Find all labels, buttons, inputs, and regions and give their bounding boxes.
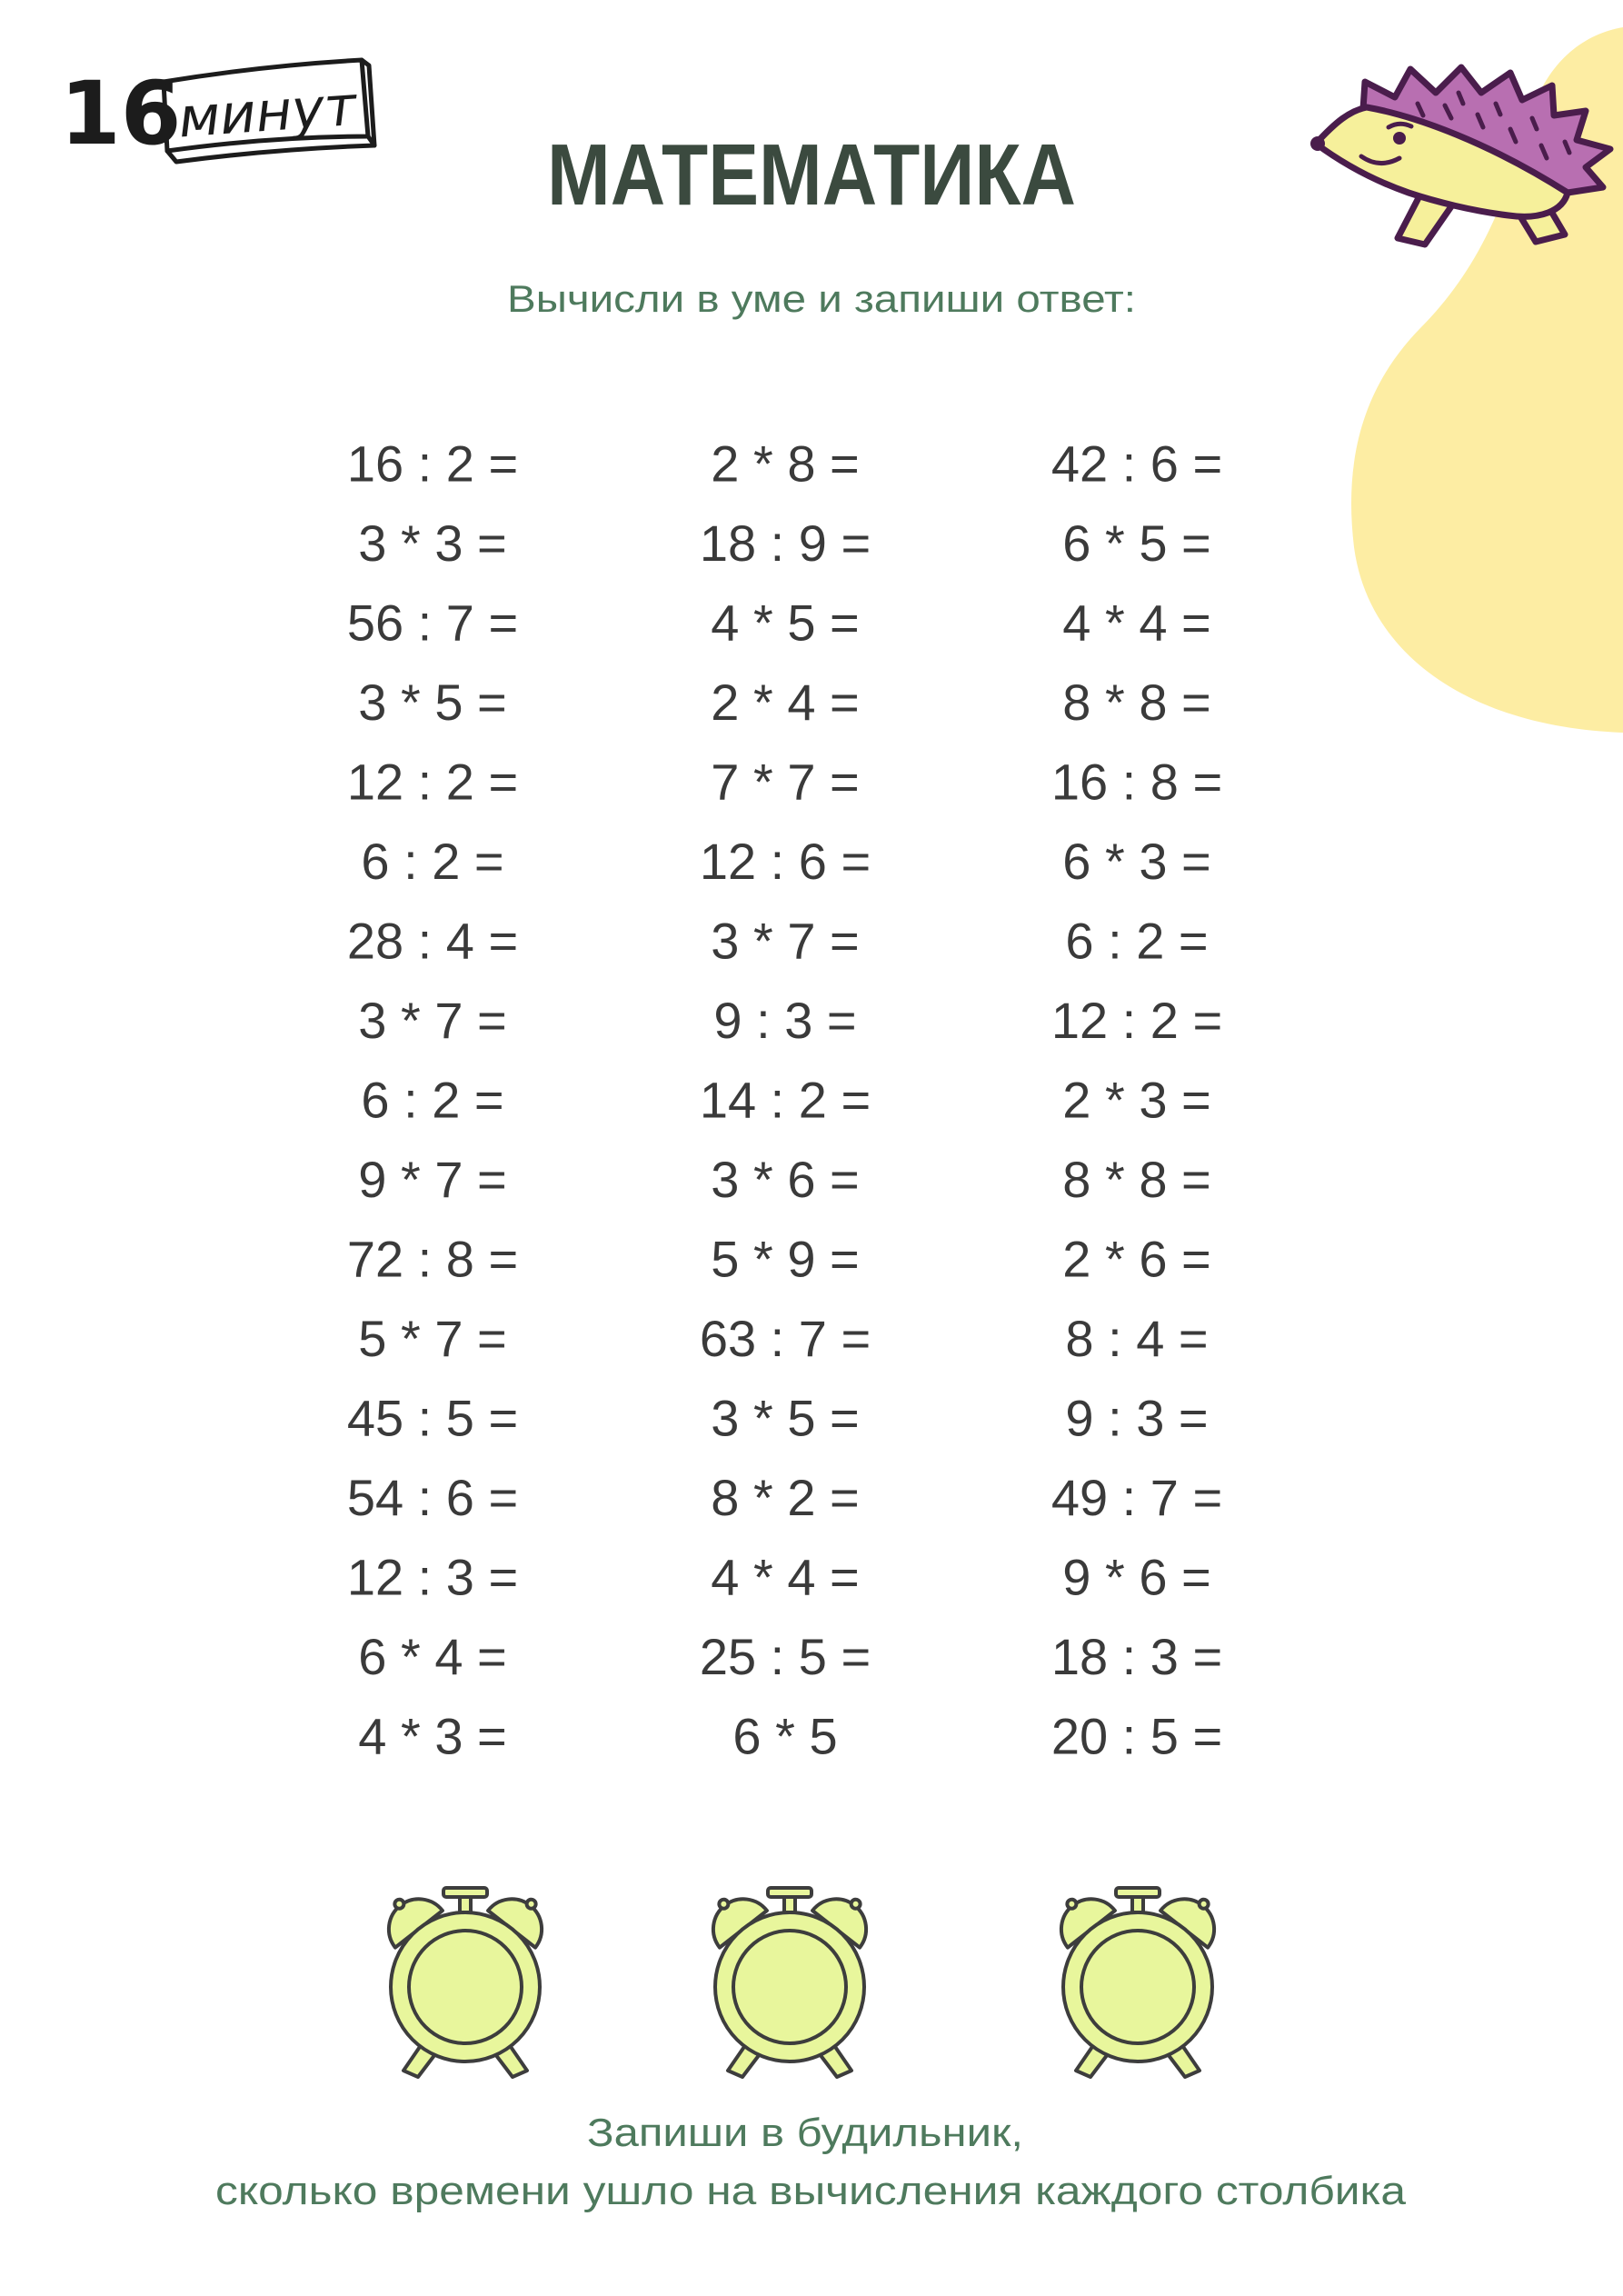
- problem-column-1: [347, 435, 518, 1765]
- math-problem: 8 * 2 =: [711, 1469, 860, 1526]
- math-problem: 20 : 5 =: [1050, 1707, 1223, 1765]
- math-problem: 6 * 5: [732, 1707, 838, 1765]
- math-problem: 14 : 2 =: [699, 1071, 871, 1129]
- problem-column-3: [1051, 435, 1222, 1765]
- math-problem: 3 * 7 =: [711, 912, 860, 970]
- math-problem: 6 * 3 =: [1062, 833, 1211, 890]
- math-problem: 16 : 2 =: [346, 434, 519, 493]
- math-problem: 3 * 6 =: [711, 1151, 860, 1208]
- math-problem: 3 * 3 =: [358, 514, 507, 572]
- math-problem: 4 * 4 =: [711, 1548, 860, 1606]
- math-problem: 3 * 5 =: [358, 674, 507, 731]
- page-title: МАТЕМАТИКА: [547, 126, 1076, 224]
- math-problem: 56 : 7 =: [346, 594, 519, 652]
- math-problem: 12 : 6 =: [699, 833, 871, 890]
- math-problem: 6 * 4 =: [358, 1628, 507, 1685]
- math-problem: 6 : 2 =: [361, 833, 504, 890]
- math-problem: 28 : 4 =: [346, 912, 519, 970]
- math-problem: 6 : 2 =: [361, 1071, 504, 1129]
- logo: [60, 60, 374, 165]
- math-problem: 6 : 2 =: [1065, 912, 1209, 970]
- alarm-clocks: [373, 1882, 1230, 2077]
- math-problem: 63 : 7 =: [699, 1310, 871, 1367]
- math-problem: 6 * 5 =: [1062, 514, 1211, 572]
- math-problem: 2 * 8 =: [711, 434, 860, 493]
- math-problem: 8 * 8 =: [1062, 674, 1211, 731]
- math-problem: 5 * 9 =: [711, 1230, 860, 1288]
- problem-column-2: [700, 435, 871, 1765]
- footer-line-2: сколько времени ушло на вычисления каждого столбика: [215, 2169, 1407, 2213]
- math-problem: 25 : 5 =: [699, 1628, 871, 1685]
- math-problem: 8 * 8 =: [1062, 1151, 1211, 1208]
- math-problem: 4 * 4 =: [1062, 594, 1211, 652]
- footer-line-1: Запиши в будильник,: [587, 2111, 1023, 2155]
- math-problem: 12 : 2 =: [346, 753, 519, 811]
- math-problem: 9 : 3 =: [1065, 1389, 1209, 1447]
- math-problem: 16 : 8 =: [1050, 753, 1223, 811]
- math-problem: 49 : 7 =: [1050, 1469, 1223, 1526]
- math-problem: 9 * 7 =: [358, 1151, 507, 1208]
- logo-word: минут: [176, 75, 357, 151]
- math-problem: 5 * 7 =: [358, 1310, 507, 1367]
- math-problem: 12 : 2 =: [1050, 992, 1223, 1049]
- alarm-clock-icon: [373, 1882, 557, 2077]
- problem-grid: [347, 435, 1222, 1765]
- hedgehog-nose: [1310, 136, 1325, 151]
- math-problem: 4 * 5 =: [711, 594, 860, 652]
- math-problem: 12 : 3 =: [346, 1548, 519, 1606]
- math-problem: 3 * 7 =: [358, 992, 507, 1049]
- math-problem: 3 * 5 =: [711, 1389, 860, 1447]
- math-problem: 72 : 8 =: [346, 1230, 519, 1288]
- math-problem: 2 * 4 =: [711, 674, 860, 731]
- math-problem: 18 : 3 =: [1050, 1628, 1223, 1685]
- hedgehog-eye: [1393, 132, 1406, 145]
- math-problem: 54 : 6 =: [346, 1469, 519, 1526]
- instructions: Вычисли в уме и запиши ответ:: [507, 277, 1136, 320]
- math-problem: 4 * 3 =: [358, 1707, 507, 1765]
- logo-number: 16: [60, 63, 182, 165]
- math-problem: 18 : 9 =: [699, 514, 871, 572]
- math-problem: 9 * 6 =: [1062, 1548, 1211, 1606]
- math-problem: 8 : 4 =: [1065, 1310, 1209, 1367]
- alarm-clock-icon: [697, 1882, 881, 2077]
- math-problem: 42 : 6 =: [1050, 434, 1223, 493]
- math-problem: 45 : 5 =: [346, 1389, 519, 1447]
- alarm-clock-icon: [1045, 1882, 1230, 2077]
- math-problem: 2 * 3 =: [1062, 1071, 1211, 1129]
- math-problem: 9 : 3 =: [713, 992, 857, 1049]
- math-problem: 2 * 6 =: [1062, 1230, 1211, 1288]
- math-problem: 7 * 7 =: [711, 753, 860, 811]
- footer-instructions: [215, 2111, 1407, 2213]
